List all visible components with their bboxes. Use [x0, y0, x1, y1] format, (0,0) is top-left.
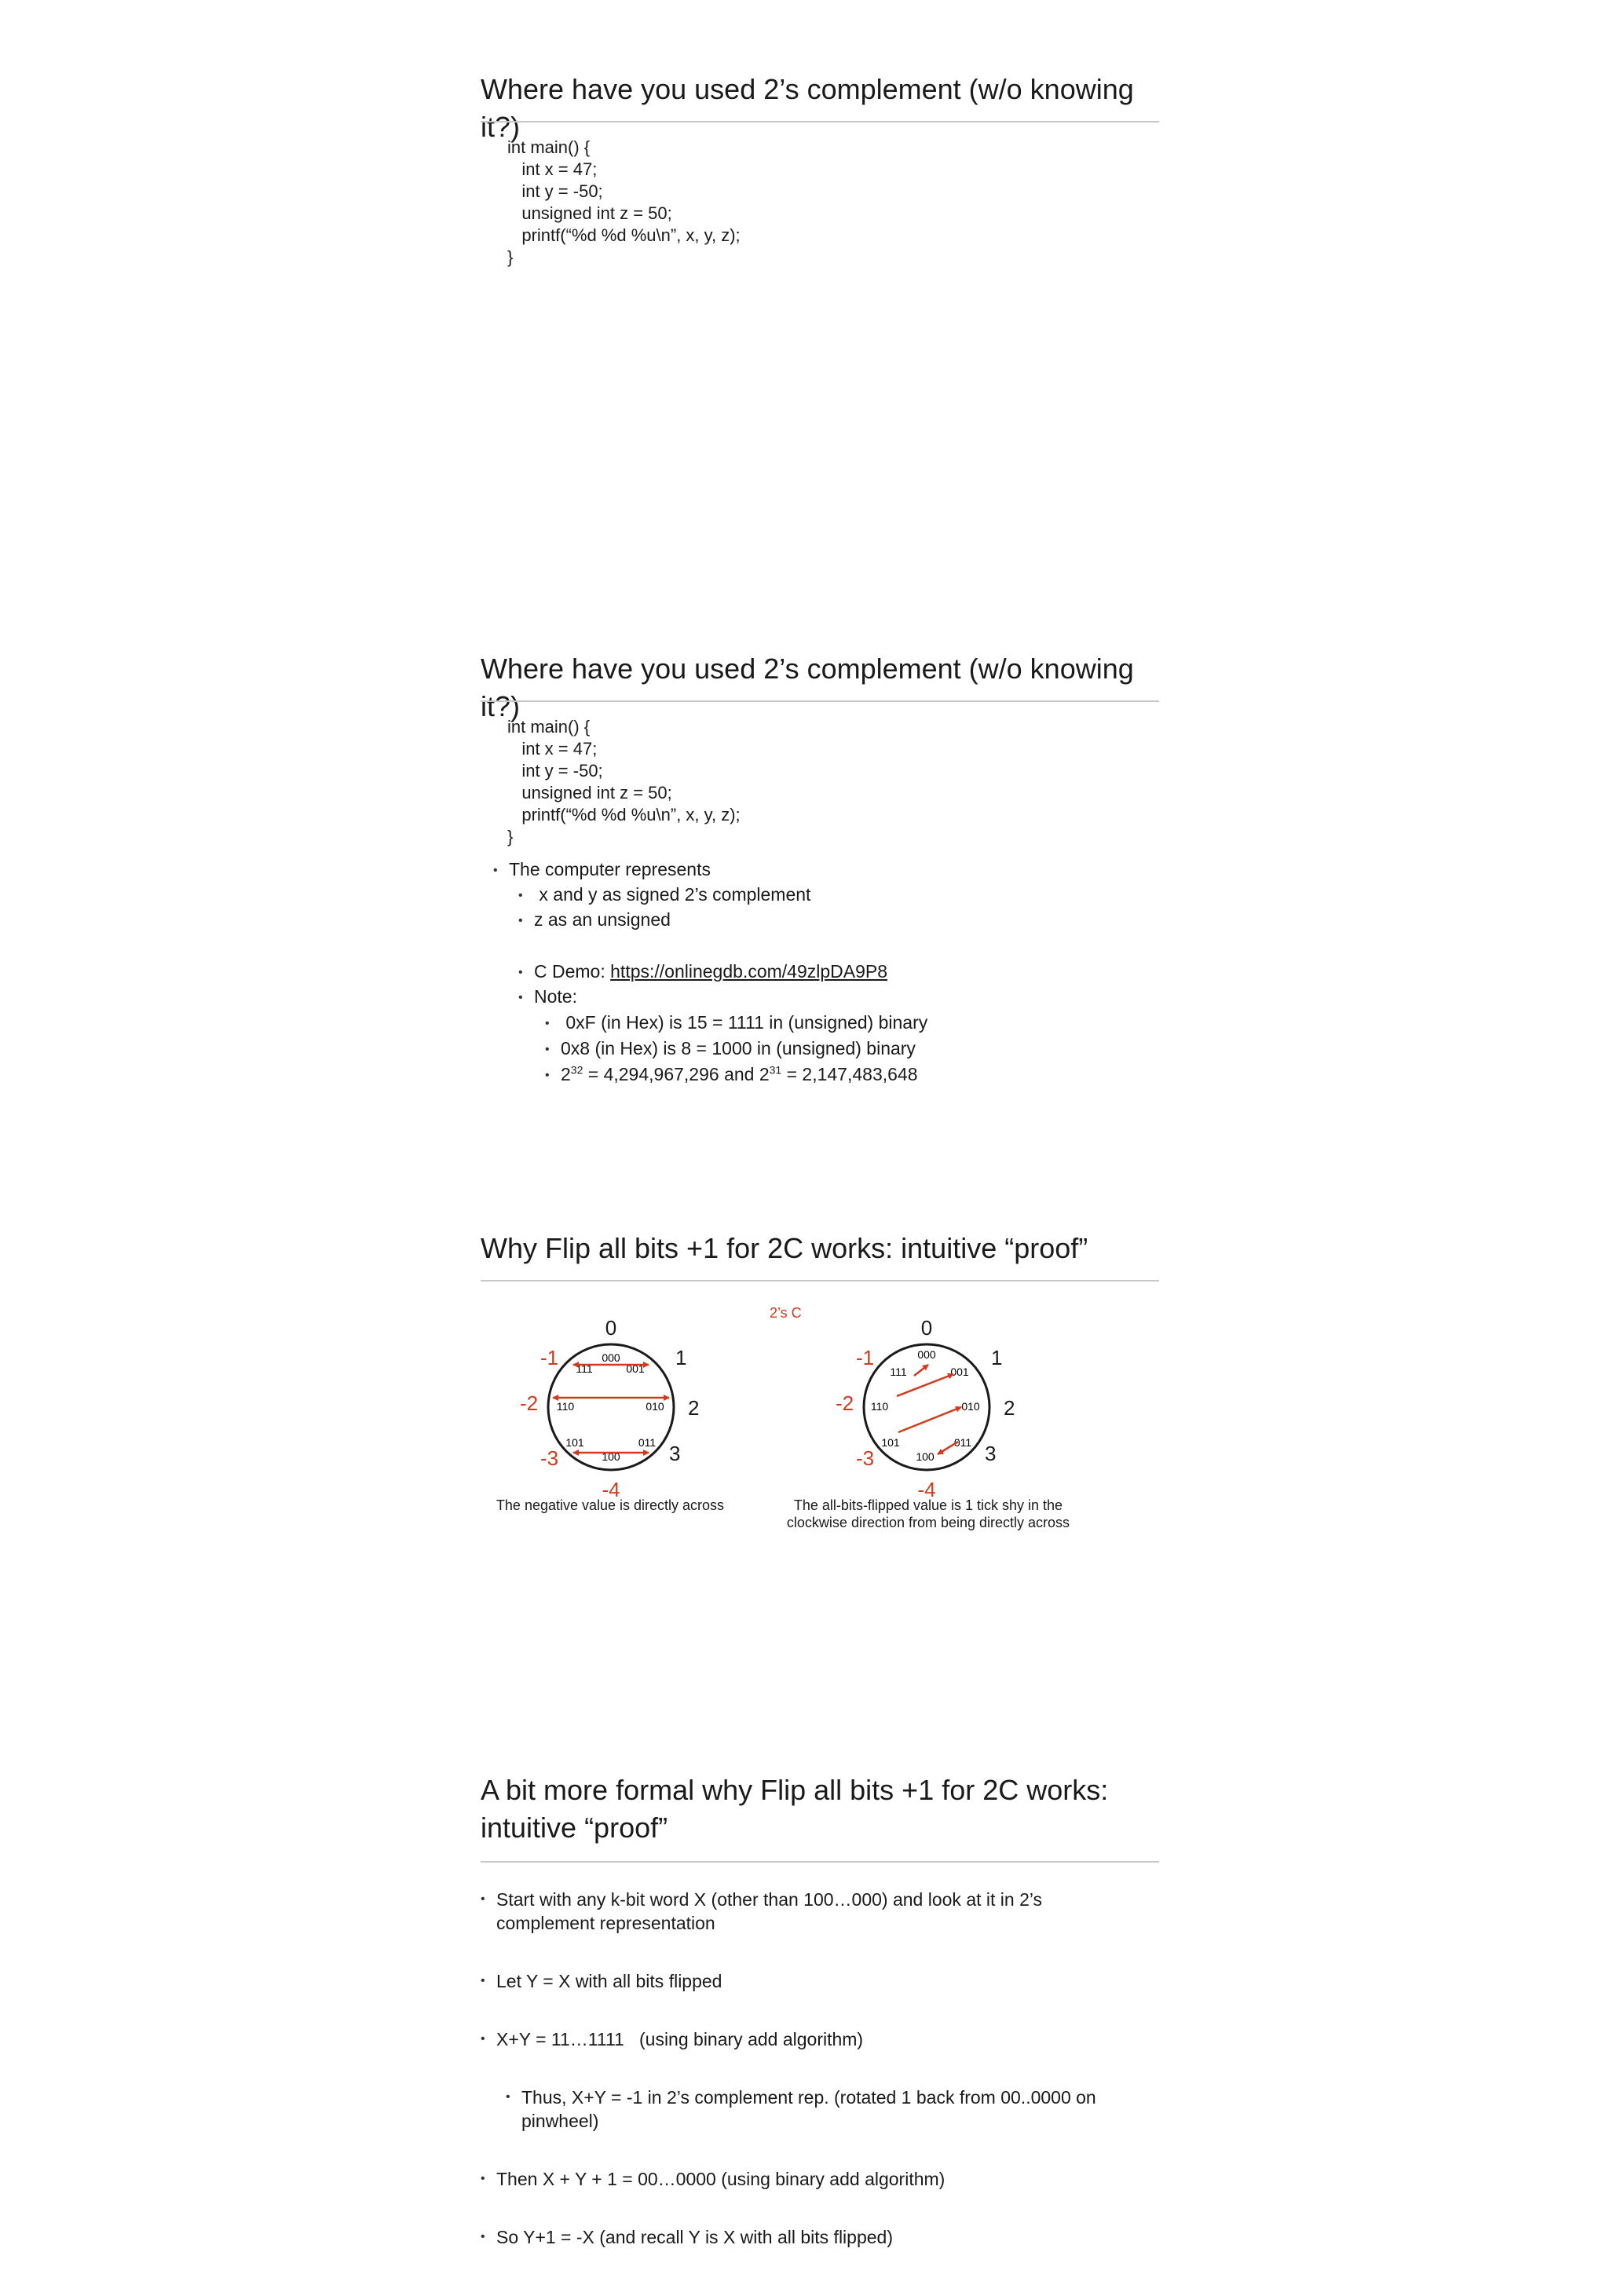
bits-010: 010 [961, 1400, 980, 1413]
title-divider [481, 700, 1159, 702]
label-zero: 0 [605, 1316, 617, 1340]
twos-complement-tag: 2’s C [770, 1305, 802, 1321]
arrow-flip [914, 1365, 928, 1376]
slide-4-title: A bit more formal why Flip all bits +1 for 2C works: intuitive “proof” [481, 1774, 1109, 1844]
bits-111: 111 [576, 1362, 593, 1375]
code-line: } [507, 247, 514, 267]
arrow-flip [898, 1407, 961, 1432]
bullet-item: • So Y+1 = -X (and recall Y is X with all bits flipped) [481, 2227, 893, 2247]
code-line: printf(“%d %d %u\n”, x, y, z); [507, 225, 741, 245]
label-pos2: 2 [688, 1396, 700, 1420]
label-neg3: -3 [540, 1446, 559, 1470]
code-block [507, 137, 741, 269]
label-neg2: -2 [836, 1391, 854, 1415]
label-neg1: -1 [540, 1346, 559, 1369]
bullet-dot-icon: • [545, 1017, 550, 1030]
code-block [507, 716, 741, 848]
slide-1-title: Where have you used 2’s complement (w/o knowing it?) [481, 73, 1134, 143]
code-line: int x = 47; [507, 159, 598, 179]
bits-110: 110 [870, 1400, 889, 1413]
slide-1 [481, 71, 1159, 283]
bullet-item: • C Demo: https://onlinegdb.com/49zlpDA9P8 [518, 960, 887, 985]
code-line: int main() { [507, 717, 591, 737]
bullet-item: • Let Y = X with all bits flipped [481, 1971, 722, 1991]
bullet-dot-icon: • [481, 1974, 485, 1987]
bits-101: 101 [881, 1436, 900, 1449]
bits-000: 000 [602, 1351, 620, 1364]
label-zero: 0 [920, 1316, 933, 1340]
bullet-dot-icon: • [493, 864, 498, 877]
bullet-dot-icon: • [481, 2230, 485, 2243]
code-line: int y = -50; [507, 181, 603, 201]
slide-2 [481, 650, 1159, 1106]
code-line: unsigned int z = 50; [507, 203, 672, 223]
bullet-item: • z as an unsigned [518, 908, 671, 933]
pinwheel-diagrams [481, 1300, 1159, 1504]
bits-011: 011 [953, 1436, 972, 1449]
bits-001: 001 [950, 1366, 969, 1378]
code-line: } [507, 827, 514, 846]
title-divider [481, 1861, 1159, 1863]
code-line: unsigned int z = 50; [507, 783, 672, 803]
bullet-item: • The computer represents [493, 857, 711, 883]
bits-100: 100 [916, 1450, 935, 1463]
code-line: int y = -50; [507, 761, 603, 781]
bullet-item: • 0xF (in Hex) is 15 = 1111 in (unsigned) binary [545, 1011, 927, 1036]
bullet-item: • X+Y = 11…1111 (using binary add algorithm) [481, 2029, 864, 2049]
bits-001: 001 [626, 1362, 645, 1375]
demo-link[interactable]: https://onlinegdb.com/49zlpDA9P8 [610, 961, 888, 982]
code-line: printf(“%d %d %u\n”, x, y, z); [507, 805, 741, 824]
bullet-dot-icon: • [545, 1043, 550, 1056]
bullet-dot-icon: • [518, 991, 523, 1004]
bullet-item: • Start with any k-bit word X (other than 100…000) and look at it in 2’s complement representation [481, 1889, 1043, 1933]
label-neg4: -4 [602, 1478, 620, 1501]
slide-3-title: Why Flip all bits +1 for 2C works: intuitive “proof” [481, 1232, 1088, 1264]
bits-011: 011 [638, 1436, 657, 1449]
caption-right: The all-bits-flipped value is 1 tick shy in the clockwise direction from being directly across [786, 1497, 1070, 1530]
bullet-item: • Note: [518, 985, 577, 1010]
bullet-dot-icon: • [518, 966, 523, 979]
bits-010: 010 [646, 1400, 664, 1413]
bullet-dot-icon: • [481, 1892, 485, 1906]
bullet-item: • x and y as signed 2’s complement [518, 883, 810, 908]
label-neg4: -4 [917, 1478, 936, 1501]
pinwheel-left [520, 1316, 699, 1501]
bullet-item: • Thus, X+Y = -1 in 2’s complement rep. (rotated 1 back from 00..0000 on pinwheel) [506, 2087, 1096, 2131]
bullet-item: • 0x8 (in Hex) is 8 = 1000 in (unsigned) binary [545, 1036, 916, 1062]
bits-101: 101 [565, 1436, 584, 1449]
bullet-dot-icon: • [545, 1069, 550, 1082]
bullet-item: • $2^{32} = 4,294,967,296$ and $2^{31} = 2,147,483,648$ [545, 1062, 918, 1088]
label-pos2: 2 [1004, 1396, 1015, 1420]
bullet-dot-icon: • [481, 2032, 485, 2046]
bullet-dot-icon: • [518, 889, 523, 902]
pinwheel-right [836, 1316, 1015, 1501]
label-neg2: -2 [520, 1391, 539, 1415]
label-pos1: 1 [675, 1346, 687, 1369]
bullet-dot-icon: • [518, 914, 523, 927]
title-divider [481, 121, 1159, 122]
slide-3 [481, 1230, 1159, 1559]
label-neg1: -1 [856, 1346, 875, 1369]
bits-110: 110 [556, 1400, 575, 1413]
bits-000: 000 [917, 1348, 936, 1361]
slide-4 [481, 1771, 1159, 2258]
slide-2-title: Where have you used 2’s complement (w/o knowing it?) [481, 653, 1134, 722]
bullet-dot-icon: • [506, 2090, 510, 2104]
label-neg3: -3 [856, 1446, 875, 1470]
title-divider [481, 1280, 1159, 1281]
caption-left: The negative value is directly across [496, 1497, 725, 1513]
label-pos3: 3 [985, 1442, 997, 1465]
bits-100: 100 [602, 1450, 620, 1463]
code-line: int x = 47; [507, 739, 598, 759]
bullet-item: • Then X + Y + 1 = 00…0000 (using binary add algorithm) [481, 2169, 946, 2189]
label-pos1: 1 [991, 1346, 1003, 1369]
label-pos3: 3 [669, 1442, 681, 1465]
bullet-dot-icon: • [481, 2172, 485, 2185]
bits-111: 111 [890, 1366, 907, 1378]
code-line: int main() { [507, 137, 591, 157]
